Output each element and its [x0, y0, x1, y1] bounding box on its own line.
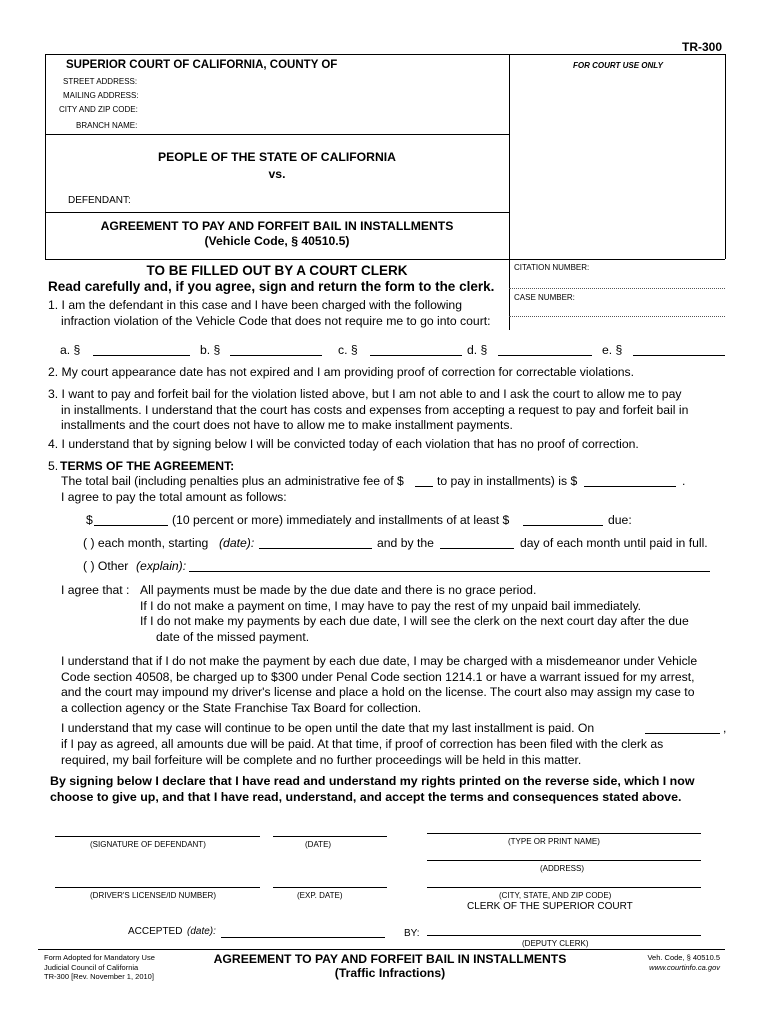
clerk-label: CLERK OF THE SUPERIOR COURT: [467, 901, 633, 912]
form-title: AGREEMENT TO PAY AND FORFEIT BAIL IN INSTALLMENTS: [100, 219, 454, 233]
item-1-line: 1. I am the defendant in this case and I have been charged with the following: [48, 298, 462, 312]
misdemeanor-line: and the court may impound my driver's license and place a hold on the license. The court also may assign my case to: [61, 685, 695, 699]
mailing-address-label: MAILING ADDRESS:: [63, 91, 139, 100]
total-bail-field[interactable]: [584, 486, 676, 487]
footer-code-block: [620, 953, 720, 972]
print-name-label: (TYPE OR PRINT NAME): [508, 837, 600, 846]
form-number: TR-300: [681, 40, 722, 54]
date-label: (DATE): [305, 840, 332, 849]
explain-label: (explain):: [136, 559, 187, 573]
section-b-label: b. §: [200, 343, 221, 357]
caption-top-border: [45, 54, 725, 55]
section-e-field[interactable]: [633, 355, 725, 356]
footer-adopted-line: Form Adopted for Mandatory Use: [44, 953, 155, 962]
misdemeanor-line: a collection agency or the State Franchise Tax Board for collection.: [61, 700, 422, 715]
signature-label: (SIGNATURE OF DEFENDANT): [90, 840, 206, 849]
by-label: BY:: [404, 928, 420, 939]
street-address-label: STREET ADDRESS:: [63, 77, 138, 86]
court-header: SUPERIOR COURT OF CALIFORNIA, COUNTY OF: [66, 59, 338, 71]
total-bail-text-b: to pay in installments) is $: [437, 474, 578, 488]
caption-row-border-2: [45, 212, 509, 213]
court-use-label: FOR COURT USE ONLY: [573, 61, 663, 70]
misdemeanor-line: Code section 40508, be charged up to $300 under Penal Code section 1214.1 or have a warrant issued for my arrest,: [61, 669, 695, 684]
explain-field[interactable]: [189, 571, 710, 572]
declaration-line: By signing below I declare that I have read and understand my rights printed on the reverse side, which I now: [50, 774, 695, 788]
item-3-line: installments and the court does not have to allow me to make installment payments.: [61, 418, 513, 432]
footer-code: Veh. Code, § 40510.5: [647, 953, 720, 962]
item-3-line: 3. I want to pay and forfeit bail for the violation listed above, but I am not able to and I ask the court to allow me to pay: [48, 387, 682, 401]
agree-pay-text: I agree to pay the total amount as follows:: [61, 490, 287, 504]
total-bail-text-a: The total bail (including penalties plus an administrative fee of $: [61, 474, 404, 488]
address-label: (ADDRESS): [540, 864, 585, 873]
item-3-line: in installments. I understand that the court has costs and expenses from accepting a request to pay and forfeit bail in: [61, 402, 689, 417]
starting-date-label: (date):: [219, 536, 255, 550]
dollar-sign: $: [86, 513, 93, 527]
misdemeanor-paragraph: [61, 654, 697, 716]
deputy-clerk-field[interactable]: [427, 935, 701, 936]
accepted-date-label: (date):: [187, 926, 216, 937]
day-of-month-text: day of each month until paid in full.: [520, 536, 708, 550]
footer-adopted: [44, 953, 155, 982]
footer-title: AGREEMENT TO PAY AND FORFEIT BAIL IN INSTALLMENTS: [213, 952, 567, 966]
accepted-label: ACCEPTED: [128, 926, 183, 937]
declaration: [50, 774, 694, 805]
open-case-line-1: I understand that my case will continue to be open until the date that my last installment is paid. On: [61, 721, 595, 735]
starting-date-field[interactable]: [259, 548, 372, 549]
agree-term-line: date of the missed payment.: [156, 629, 310, 644]
and-by-the-text: and by the: [377, 536, 434, 550]
item-1: [48, 298, 491, 329]
ten-percent-text: (10 percent or more) immediately and installments of at least $: [172, 513, 510, 527]
city-label: (CITY, STATE, AND ZIP CODE): [499, 891, 612, 900]
section-d-field[interactable]: [498, 355, 592, 356]
caption-right-border: [725, 54, 726, 259]
declaration-line: choose to give up, and that I have read, understand, and accept the terms and consequences stated above.: [50, 789, 682, 804]
accepted-date-field[interactable]: [221, 937, 385, 938]
section-a-label: a. §: [60, 343, 81, 357]
each-month-option[interactable]: ( ) each month, starting: [83, 536, 209, 550]
deputy-clerk-label: (DEPUTY CLERK): [522, 939, 589, 948]
city-field[interactable]: [427, 887, 701, 888]
city-zip-label: CITY AND ZIP CODE:: [59, 105, 138, 114]
case-divider: [509, 316, 725, 317]
misdemeanor-line: I understand that if I do not make the payment by each due date, I may be charged with a misdemeanor under Vehicle: [61, 654, 698, 668]
open-case-comma: ,: [723, 721, 727, 735]
case-number-label: CASE NUMBER:: [514, 293, 575, 302]
caption-row-border-1: [45, 134, 509, 135]
footer-subtitle: (Traffic Infractions): [334, 966, 446, 980]
branch-name-label: BRANCH NAME:: [76, 121, 138, 130]
section-c-field[interactable]: [370, 355, 462, 356]
agree-term-line: If I do not make my payments by each due date, I will see the clerk on the next court day after the due: [140, 614, 689, 628]
item-3: [48, 387, 688, 434]
license-field[interactable]: [55, 887, 260, 888]
agree-term-line: All payments must be made by the due date and there is no grace period.: [140, 583, 537, 597]
print-name-field[interactable]: [427, 833, 701, 834]
caption-row-border-3: [45, 259, 725, 260]
form-title-sub: (Vehicle Code, § 40510.5): [204, 234, 350, 248]
exp-date-label: (EXP. DATE): [297, 891, 343, 900]
item-2: 2. My court appearance date has not expired and I am providing proof of correction for correctable violations.: [48, 365, 634, 379]
agree-terms: [140, 583, 689, 645]
other-option[interactable]: ( ) Other: [83, 559, 129, 573]
footer-url[interactable]: www.courtinfo.ca.gov: [649, 962, 720, 972]
final-date-field[interactable]: [645, 733, 720, 734]
item-5-number: 5.: [48, 459, 59, 473]
vs-text: vs.: [268, 167, 286, 181]
agree-term-line: If I do not make a payment on time, I may have to pay the rest of my unpaid bail immediately.: [140, 598, 642, 613]
defendant-label: DEFENDANT:: [68, 195, 131, 206]
down-payment-field[interactable]: [94, 525, 168, 526]
i-agree-that-label: I agree that :: [61, 583, 130, 597]
signature-field[interactable]: [55, 836, 260, 837]
section-e-label: e. §: [602, 343, 623, 357]
license-label: (DRIVER'S LICENSE/ID NUMBER): [90, 891, 216, 900]
section-d-label: d. §: [467, 343, 488, 357]
open-case-line: required, my bail forfeiture will be complete and no further proceedings will be held in this matter.: [61, 752, 582, 767]
footer-adopted-line: TR-300 [Rev. November 1, 2010]: [44, 972, 154, 981]
installment-amount-field[interactable]: [523, 525, 603, 526]
day-of-month-field[interactable]: [440, 548, 514, 549]
citation-number-label: CITATION NUMBER:: [514, 263, 590, 272]
item-1-line: infraction violation of the Vehicle Code that does not require me to go into court:: [61, 313, 491, 328]
item-5-title: TERMS OF THE AGREEMENT:: [60, 459, 235, 473]
total-bail-period: .: [682, 474, 686, 488]
date-field[interactable]: [273, 836, 387, 837]
clerk-heading: TO BE FILLED OUT BY A COURT CLERK: [146, 263, 408, 278]
section-b-field[interactable]: [230, 355, 322, 356]
read-carefully: Read carefully and, if you agree, sign and return the form to the clerk.: [48, 279, 495, 294]
people-heading: PEOPLE OF THE STATE OF CALIFORNIA: [158, 150, 396, 164]
admin-fee-field[interactable]: [415, 486, 433, 487]
exp-date-field[interactable]: [273, 887, 387, 888]
citation-divider: [509, 288, 725, 289]
open-case-line: if I pay as agreed, all amounts due will be paid. At that time, if proof of correction has been filed with the clerk as: [61, 737, 664, 751]
section-a-field[interactable]: [93, 355, 190, 356]
item-4: 4. I understand that by signing below I will be convicted today of each violation that has no proof of correction.: [48, 437, 639, 451]
due-text: due:: [608, 513, 632, 527]
address-field[interactable]: [427, 860, 701, 861]
footer-adopted-line: Judicial Council of California: [44, 962, 139, 972]
section-c-label: c. §: [338, 343, 358, 357]
open-case-paragraph: [61, 737, 663, 768]
footer-rule: [38, 949, 725, 950]
